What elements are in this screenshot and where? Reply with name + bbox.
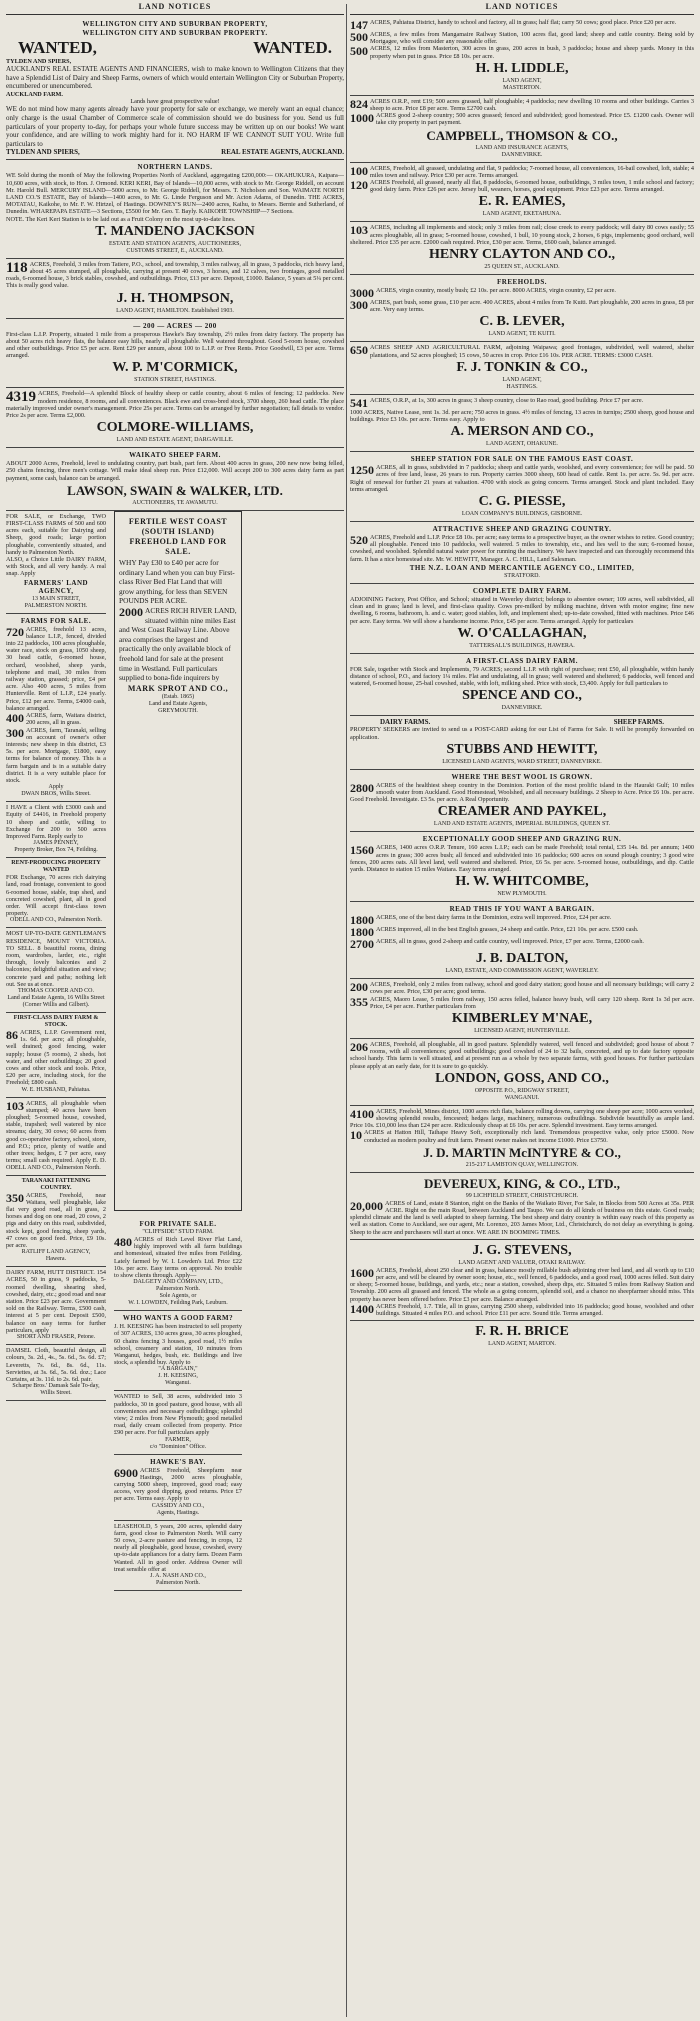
ad-acreage: 147 [350, 18, 368, 32]
ad-body: ACRES, 12 miles from Masterton, 300 acres in grass, 200 acres in bush, 3 paddocks; house and sheep yards. Money in this property when put in grass. Price £8 10s. per acre. [370, 45, 694, 60]
ad-address: LICENSED AGENT, HUNTERVILLE. [474, 1027, 570, 1034]
ad-body: ACRES, virgin country, mostly bush; £2 10s. per acre. 8000 ACRES, virgin country, £2 per acre. [376, 287, 616, 295]
ad-acreage: 1250 [350, 463, 374, 478]
ad-acreage: 103 [350, 223, 368, 238]
ad-acreage: 541 [350, 395, 368, 410]
ad-body: I HAVE a Client with £3000 cash and Equity of £4416, in Freehold property 10 sheep and cattle, willing to Exchange for 200 to 500 acres Improved Farm. Reply early to [6, 804, 106, 840]
ad-tylden-spiers [6, 17, 344, 160]
ad-headline: ATTRACTIVE SHEEP AND GRAZING COUNTRY. [432, 525, 612, 534]
ad-acreage: 355 [350, 994, 368, 1009]
ad-body: PROPERTY SEEKERS are invited to send us a POST-CARD asking for our List of Farms for Sale. It will be promptly forwarded on application. [350, 726, 694, 741]
ad-acreage: 1800 [350, 913, 374, 928]
ad-firm: RATLIFF LAND AGENCY, [21, 1249, 91, 1256]
ad-body: WE Sold during the month of May the following Properties North of Auckland, aggregating £200,000:— OKAHUKURA, Kaipara—10,600 acres, with stock, to Hon. J. Ormond. KERI KERI, Bay of Islands—10,000 acres, with stock to Mr. George Riddell, on account Mr. Harold Bull. MERCURY ISLAND—5000 acres, to Mr. George Riddell, for Messrs. T. Nicholson and Son. WAIMATE NORTH LAND CO.'S ESTATE, Bay of Islands—1400 acres, to Mr. G. Linde Ferguson and Mr. Acton Adams, of Dunedin. THE ACRES, MOTATAU, Kaikohe, to Mr. F. W. Hirtzel, of Hastings. DOWNEY'S RUN—2400 acres, Kaihu, to Messrs. Bernie and Sutherland, of Dunedin. WHAREPAPA ESTATE—3 Sections, £5500 for Mr. Geo. T. Bayly. KAIKOHE TOWNSHIP—7 Sections. [6, 172, 344, 216]
ad-firm: W. O'CALLAGHAN, [457, 625, 587, 641]
ad-campbell-thomson [350, 96, 694, 163]
ad-address: HASTINGS. [506, 383, 538, 390]
ad-address: LAND AND ESTATE AGENT, DARGAVILLE. [116, 437, 234, 444]
ad-body: DAMSEL Cloth, beautiful design, all colours, 3s. 2d., 4s., 5s. 6d., 5s. 6d. £7; Leveretts, 7s. 6d., 8s. 6d., 11s. Serviettes, at 3s. 6d., 5s. 6d. doz.; Lace Curtains, at 3s. 11d. to 2s. 6d. pair. [6, 1347, 106, 1383]
ad-lever [350, 275, 694, 342]
ad-address: REAL ESTATE AGENTS, AUCKLAND. [221, 148, 344, 157]
ad-kimberley-mnae [350, 979, 694, 1039]
ad-acreage: 720 [6, 624, 24, 639]
ad-body: ACRES, Freehold, only 2 miles from railway, school and good dairy station; good house and all necessary buildings; will carry 2 cows per acre. Price, £30 per acre; good terms. [370, 981, 694, 996]
ad-address: LAND, ESTATE, AND COMMISSION AGENT, WAVERLEY. [445, 968, 599, 975]
ad-address: Palmerston North. [156, 1580, 200, 1587]
ad-acreage: 350 [6, 1190, 24, 1205]
ad-acreage: 1000 [350, 111, 374, 126]
ad-address: LAND AGENT, [502, 376, 542, 383]
ad-address: DANNEVIRKE. [501, 151, 543, 158]
ad-body: ACRES Freehold, Sheepfarm near Hastings, 2000 acres ploughable, carrying 5000 sheep, improved, good road; easy access, very good dipping, good returns. Price £7 per acre. Terms easy. Apply to [114, 1466, 242, 1503]
left-narrow-column [6, 511, 106, 1401]
ad-address: Land and Estate Agents, 16 Willis Street (Corner Willis and Gilbert). [7, 994, 105, 1008]
ad-ratliff [6, 1176, 106, 1268]
ad-firm: STUBBS AND HEWITT, [446, 741, 598, 757]
ad-acreage: 20,000 [350, 1198, 383, 1213]
ad-address: Land and Estate Agents, [148, 700, 208, 707]
ad-body: ACRES, Pahiatua District, handy to school and factory, all in grass; half flat; carry 50 cows; good place. Price £20 per acre. [370, 19, 677, 26]
ad-firm: THE N.Z. LOAN AND MERCANTILE AGENCY CO., LIMITED, [409, 563, 635, 572]
ad-body: Apply [48, 784, 64, 791]
ad-firm: JAMES PENNEY, [33, 840, 79, 847]
ad-body: ACRES, farm, Waitara district, 200 acres, all in grass. [26, 712, 106, 727]
ad-body: ACRES, L.I.P. Government rent, 1s. 6d. per acre; all ploughable, well drained; good fencing, water supply; house (5 rooms), 2 sheds, hot water, and other outbuildings; 20 good cows and other stock and tools. Price, £20 per acre, including stock, for the Freehold; £800 cash. [6, 1028, 106, 1087]
ad-acreage: 480 [114, 1235, 132, 1249]
ad-firm: MARK SPROT AND CO., [127, 683, 229, 693]
ad-stevens [350, 1240, 694, 1321]
ad-acreage: 1400 [350, 1301, 374, 1316]
ad-acreage: 650 [350, 343, 368, 358]
ad-headline: DAIRY FARMS. [380, 718, 431, 727]
ad-firm: E. R. EAMES, [478, 194, 566, 210]
ad-body: ACRES RICH RIVER LAND, situated within nine miles East and West Coast Railway Line. Above area comprises the largest and practically the only available block of freehold land for sale at the present time in Westland. Full particulars supplied to bona-fide inquirers by [119, 605, 237, 683]
ad-acreage: 520 [350, 533, 368, 548]
ad-firm: "A BARGAIN," [158, 1366, 198, 1373]
ad-address: 99 LICHFIELD STREET, CHRISTCHURCH. [465, 1192, 579, 1199]
ad-firm: FARMERS' LAND AGENCY, [23, 578, 89, 595]
ad-body: FOR Sale, together with Stock and Implements, 79 ACRES; second L.I.P. with right of purchase; rent £50, all ploughable, within handy distance of school, P.O., and factory 1¼ miles. Flat and undulating, all in grass; well watered and sheltered; 6 paddocks, well fenced and watered, 6-roomed house, 25-bail cowshed, stable, with loft, milking shed. Price with stock, £3,400. Apply for full particulars to [350, 665, 694, 688]
ad-body: MOST UP-TO-DATE GENTLEMAN'S RESIDENCE, MOUNT VICTORIA. TO SELL. 8 beautiful rooms, dining room, wardrobes, larder, etc., right through, lovely balconies and 2 balconies; delightful situation and view; concrete yard and paths; nothing left out. See us at once. [6, 930, 106, 988]
ad-body: ACRES, Freehold, about 250 clear and in grass, balance mostly millable bush adjoining river bed land, and all worth up to £10 per acre, and will be cleared by owner soon; house, etc., well fenced, 6 paddocks, and a good road, 1000 acres felled. Suit dairy or sheep; 5-roomed house, buildings, and yards, etc.; near a station, cowshed, sheep dips, etc. Situated 5 miles from Railway Station and Township. 200 acres all grassed and fenced. The whole as a going concern, splendid soil, and a chance no sheepfarmer should miss. This property has never been offered before. Price £3 per acre. Balance arranged. [350, 1266, 694, 1303]
ad-address: AUCTIONEERS, TE AWAMUTU. [132, 499, 218, 506]
ad-acreage: 500 [350, 44, 368, 59]
ad-acreage: 100 [350, 163, 368, 178]
ad-body: FOR Exchange, 70 acres rich dairying land, road frontage, convenient to good 6-roomed house, stable, trap shed, and concreted cowshed, plant, all in good order. Will accept first-class town property. [6, 874, 106, 918]
ad-address: NEW PLYMOUTH. [497, 891, 547, 898]
ad-body: DAIRY FARM, HUTT DISTRICT. 154 ACRES, 50 in grass, 9 paddocks, 5-roomed dwelling, shearing shed, cowshed, dairy, etc.; good road and near station. Price £23 per acre. Government sold on the Railway. Terms, £500 cash, interest at 5 per cent. Deposit £500, balance on easy terms for further particulars, apply [6, 1269, 106, 1334]
ad-acreage: 6900 [114, 1465, 138, 1480]
ad-firm: LAWSON, SWAIN & WALKER, LTD. [67, 482, 283, 498]
ad-body: ACRES, Maoro Lease, 5 miles from railway, 150 acres felled, balance heavy bush, will carry 120 sheep. Rent 1s 3d per acre. Price, £4 per acre. Further particulars from [370, 995, 694, 1010]
ad-firm: ODELL AND CO., Palmerston North. [10, 917, 102, 924]
ad-headline: A FIRST-CLASS DAIRY FARM. [466, 656, 578, 665]
ad-body: ACRES good 2-sheep country; 500 acres grassed; fenced and subdivided; good homestead. Price £5. £1200 cash. Owner will take city property in part payment. [376, 112, 694, 127]
ad-address: LAND AGENT, TE KUITI. [488, 331, 556, 338]
ad-address: Hawera. [45, 1256, 67, 1263]
ad-brice [350, 1321, 694, 1351]
ad-acreage: 3000 [350, 286, 374, 301]
ad-short-fraser [6, 1267, 106, 1345]
ad-firm: W. E. HUSBAND, Pahiatua. [21, 1086, 91, 1093]
ad-body: ACRES of Rich Level River Flat Land, highly improved with all farm buildings and homestead, situated five miles from Feilding. Lately farmed by W. I. Lowden's Ltd. Price £22 10s. per acre. Easy terms on approval. No trouble to show clients through. Apply— [114, 1236, 242, 1280]
ad-address: DANNEVIRKE. [501, 705, 543, 712]
ad-firm: H. H. LIDDLE, [475, 60, 569, 76]
ad-kicker: WELLINGTON CITY AND SUBURBAN PROPERTY. [82, 29, 268, 37]
ad-dwan-bros [6, 614, 106, 802]
ad-headline: HAWKE'S BAY. [150, 1457, 206, 1466]
ad-headline: RENT-PRODUCING PROPERTY WANTED [11, 860, 101, 874]
ad-body: 1000 ACRES, Native Lease, rent 1s. 3d. per acre; 750 acres in grass. 4½ miles of fencing, 13 acres in turnips; 2500 sheep, good house and buildings. Price £3 10s. per acre. Terms easy. Apply to [350, 408, 694, 424]
ad-address: LOAN COMPANY'S BUILDINGS, GISBORNE. [461, 511, 583, 518]
ad-body: ACRES Freehold, 1.7. Title, all in grass, carrying 2500 sheep, subdivided into 16 paddocks; good house, woolshed and other buildings. Situated 4 miles P.O. and school. Price £11 per acre. Sound title. Terms arranged. [376, 1302, 694, 1318]
ad-address: W. I. LOWDEN, Feilding Park, Leuburn. [128, 1300, 228, 1307]
ad-acreage: 1600 [350, 1265, 374, 1280]
ad-piesse [350, 452, 694, 522]
ad-address: STRATFORD. [504, 572, 540, 579]
left-middle-column [114, 1217, 242, 1591]
ad-address: TATTERSALL'S BUILDINGS, HAWERA. [469, 642, 575, 649]
ad-acreage: 118 [6, 259, 28, 276]
ad-firm: F. R. H. BRICE [475, 1324, 569, 1340]
ad-odell [6, 858, 106, 928]
ad-london-goss [350, 1039, 694, 1106]
ad-mccormick [6, 319, 344, 389]
ad-firm: HENRY CLAYTON AND CO., [428, 247, 616, 263]
ad-address: WANGANUI. [504, 1094, 540, 1101]
ad-body: ACRES, all in grass, subdivided in 7 paddocks; sheep and cattle yards, woolshed, and every convenience; fee will be paid. 50 acres of free land, lease, 26 years to run. Property carries 3000 sheep, 600 head of cattle. Rent 1s. per acre. 5s. 9d. per acre. Right of renewal for further 21 years at valuation. 4700 with stock as going concern. Terms arranged. Stock and plant included. Easy terms arranged. [350, 464, 694, 493]
ad-subhead: "CLIFFSIDE" STUD FARM. [142, 1229, 214, 1235]
ad-headline: FOR PRIVATE SALE. [139, 1220, 217, 1228]
ad-address: 13 MAIN STREET, [31, 595, 81, 602]
ad-lawson-swain-walker [6, 448, 344, 511]
ad-spence [350, 654, 694, 717]
ad-body: ACRES, Freehold—A splendid Block of healthy sheep or cattle country, about 6 miles of fencing; 12 paddocks. New modern residence, 8 rooms, and all conveniences. Black ewe and cross-bred stock, 3700 sheep, 260 head cattle. The place materially improved under owner's management. Price 25s per acre. Terms can be arranged by further negotiation; fall details to vendor. Price 2s per acre. Terms £2,000. [6, 390, 344, 420]
ad-nash [114, 1521, 242, 1591]
ad-acreage: 200 [350, 980, 368, 995]
ad-henry-clayton [350, 222, 694, 275]
ad-liddle [350, 17, 694, 96]
ad-headline: FREEHOLDS. [497, 278, 547, 287]
ad-body: J. H. KEESING has been instructed to sell property of 307 ACRES, 130 acres grass, 30 acres ploughed, 60 chains fencing 3 houses, good road, 1½ miles school, creamery and station, 10 minutes from Wanganui, hedges, bush, etc. Buildings and live stock, a splendid buy. Apply to [114, 1323, 242, 1367]
ad-nz-loan [350, 522, 694, 584]
ad-firm: SPENCE AND CO., [462, 688, 582, 704]
ad-cassidy [114, 1455, 242, 1521]
ad-firm: T. MANDENO JACKSON [95, 223, 255, 239]
ad-acreage: 1560 [350, 843, 374, 858]
ad-firm: J. B. DALTON, [475, 951, 569, 967]
ad-whitcombe [350, 832, 694, 902]
ad-firm: A. MERSON AND CO., [450, 424, 594, 440]
ad-headline: WANTED, [18, 38, 97, 57]
ad-body: FOR SALE, or Exchange, TWO FIRST-CLASS FARMS of 500 and 600 acres each, suitable for Dairying and Sheep, good roads; large portion ploughable, conveniently situated, and handy to Palmerston North. [6, 512, 106, 556]
ad-address: LAND AND INSURANCE AGENTS, [475, 144, 569, 151]
ad-thompson [6, 259, 344, 319]
ad-james-penney [6, 802, 106, 858]
ad-acreage: 10 [350, 1128, 362, 1143]
ad-acreage: 206 [350, 1039, 368, 1054]
ad-body: ACRES, O.R.P., at 1s, 300 acres in grass; 3 sheep country, close to Rao road, good building. Price £7 per acre. [370, 396, 644, 404]
ad-address: LAND AGENT, MARTON. [488, 1341, 556, 1348]
ad-creamer-paykel [350, 770, 694, 833]
ad-damask [6, 1345, 106, 1401]
ad-body: ABOUT 2000 Acres, Freehold, level to undulating country, part bush, part fern. About 400 acres in grass, 200 new now being felled, 250 chains fencing, three men's cottage. Will make ideal sheep run. Price £12,000. Will accept 200 to 300 acres dairy farm as part payment, some cash, balance can be arranged. [6, 460, 344, 482]
ad-acreage: 4100 [350, 1106, 374, 1121]
ad-acreage: 300 [350, 298, 368, 313]
ad-acreage: 400 [6, 711, 24, 726]
ad-stubbs-hewitt [350, 716, 694, 769]
ad-address: GREYMOUTH. [158, 707, 198, 714]
ad-colmore-williams [6, 388, 344, 448]
ad-firm: TYLDEN AND SPIERS, [6, 148, 80, 157]
ad-cliffside [114, 1217, 242, 1311]
ad-acreage: 2800 [350, 780, 374, 795]
ad-body: AUCKLAND'S REAL ESTATE AGENTS AND FINANCIERS, wish to make known to Wellington Citizens that they have a Splendid List of Dairy and Sheep Farms, owners of which would entertain Wellington City or Suburban Property, encumbered or unencumbered. [6, 65, 344, 91]
ad-firm: Scharpe Bros.' Damask Sale To-day, Willis Street. [12, 1383, 100, 1397]
ad-firm: DEVEREUX, KING, & CO., LTD., [424, 1175, 620, 1191]
ad-headline: READ THIS IF YOU WANT A BARGAIN. [449, 905, 595, 914]
ad-address: LAND AGENT, [502, 77, 542, 84]
ad-address: 215-217 LAMBTON QUAY, WELLINGTON. [465, 1161, 579, 1168]
ad-body: ACRES of Land, estate 8 Stanton, right on the Banks of the Waikato River, For Sale, in Blocks from 500 Acres at 35s. PER ACRE. Right on the main Road, between Auckland and Taupo. We can do all kinds of business on this estate. Good roads; splendid climate and the land is well adapted to sheep farming. The best sheep and dairy country is within easy reach of this property as well as station. Come to Auckland, see our agent, Mr. Lorenzo, 203 James Moor, Ltd., Christchurch, do not delay as everything is going. Sheep to the acre and purchasers will start at once. WE ARE IN BOOMING TIMES. [350, 1199, 694, 1236]
ad-martin-mcintyre [350, 1106, 694, 1173]
ad-address: Wanganui. [165, 1380, 191, 1387]
ad-headline: NORTHERN LANDS. [137, 163, 213, 172]
ad-firm: J. H. KEESING, [158, 1373, 198, 1380]
ad-body: ACRES, part bush, some grass, £10 per acre. 400 ACRES, about 4 miles from Te Kuiti. Part ploughable, 200 acres in grass, £8 per acre. Very easy terms. [370, 299, 694, 314]
ad-acreage: 2000 [119, 604, 143, 619]
ad-body: ACRES, Freehold, 3 miles from Tatiere, P.O., school, and township, 3 miles railway, all in grass, 3 paddocks, rich heavy land, about 45 acres stumped, all ploughable, carrying at present 40 cows, 3 horses, and 12 calves, two frontages, good metalled roads, 6-roomed house, 3 brick stables, cowshed, and outbuildings. Price, £13 per acre. Deposit, £1000. Balance, 5 years at 5¼ per cent. This is really good value. [6, 260, 344, 290]
ad-firm: THOMAS COOPER AND CO. [17, 987, 94, 994]
ad-headline: FERTILE WEST COAST (SOUTH ISLAND) FREEHOLD LAND FOR SALE. [128, 517, 228, 556]
ad-ocallaghan [350, 584, 694, 654]
ad-address: STATION STREET, HASTINGS. [134, 377, 216, 384]
ad-headline: WAIKATO SHEEP FARM. [129, 451, 221, 460]
ad-address: LAND AGENT AND VALUER, OTAKI RAILWAY. [458, 1259, 586, 1266]
ad-acreage: 300 [6, 725, 24, 740]
ad-firm: TYLDEN AND SPIERS, [6, 58, 72, 65]
ad-body: ACRES, a few miles from Mangamaire Railway Station, 100 acres flat, good land; sheep and cattle country. Being sold by Mortgagee, who will consider any reasonable offer. [370, 31, 694, 46]
ad-firm: J. H. THOMPSON, [116, 290, 234, 306]
ad-body: WHY Pay £30 to £40 per acre for ordinary Land when you can buy First-class River Bed Flat Land that will grow anything, for less than SEVEN POUNDS PER ACRE. [119, 558, 235, 606]
ad-firm: DWAN BROS, Willis Street. [21, 791, 91, 798]
column-divider [346, 4, 347, 2017]
ad-firm: C. G. PIESSE, [478, 494, 566, 510]
ad-thomas-cooper [6, 928, 106, 1013]
ad-firm: DALGETY AND COMPANY, LTD., [133, 1279, 223, 1286]
ad-body: ACRES, 1400 acres O.R.P. Tenure, 160 acres L.I.P.; each can be made Freehold; total rental, £35 14s. 8d. per annum; 1400 acres in grass; 300 acres bush; all fenced and subdivided into 16 paddocks; 600 acres on sound plough country; 3 good wire fences, 200 acres oats. All level land, well watered and sheltered. Price, £6 5s. per acre. 5-roomed house, outbuildings, and dip. Cattle yards. Distance to station 15 miles Waitara. Easy terms arranged. [350, 844, 694, 873]
ad-headline: FARMS FOR SALE. [20, 616, 92, 625]
ad-address: LICENSED LAND AGENTS, WARD STREET, DANNEVIRKE. [442, 758, 602, 765]
ad-address: ESTATE AND STATION AGENTS, AUCTIONEERS, [108, 240, 242, 247]
ad-acreage: 2700 [350, 937, 374, 952]
ad-acreage: 500 [350, 30, 368, 44]
ad-firm: H. W. WHITCOMBE, [455, 874, 589, 890]
ad-firm: W. P. M'CORMICK, [112, 360, 238, 376]
ad-dalton [350, 902, 694, 979]
ad-firm: J. D. MARTIN McINTYRE & CO., [423, 1144, 621, 1160]
left-column-header: LAND NOTICES [6, 0, 344, 15]
ad-mark-sprot-box [114, 511, 242, 1211]
ad-acreage: 4319 [6, 389, 36, 406]
ad-address: Palmerston North. [156, 1286, 200, 1293]
ad-headline: COMPLETE DAIRY FARM. [472, 586, 572, 595]
ad-body: ACRES, Freehold, all grassed, undulating and flat, 9 paddocks; 7-roomed house, all conveniences, 16-bail cowshed, loft, stable; 4 miles town and railway. Price £30 per acre. Terms arranged. [370, 164, 694, 179]
ad-acreage: 1800 [350, 925, 374, 940]
ad-body: ACRES at Hatton Hill, Taihape Heavy Soft, exceptionally rich land. Tremendous prospective value, only price £5000. Now conducted as modern poultry and fruit farm. Present owner makes net income £1000. Price £3750. [364, 1129, 694, 1144]
ad-firm: F. J. TONKIN & CO., [456, 359, 588, 375]
ad-odell-2 [6, 1098, 106, 1176]
ad-firm: CASSIDY AND CO., [151, 1502, 205, 1509]
ad-acreage: 120 [350, 178, 368, 193]
right-column [350, 0, 694, 2021]
ad-body: ACRES, Freehold, near Waitara, well ploughable, lake flat very good road, all in grass, 2 horses and dog on one road, 20 cows, 2 pigs and dairy on this road, subdivided, stock kept, good fencing, sheep yards, 47 cows on good feed. Price, £9 10s. per acre. [6, 1191, 106, 1250]
ad-address: CUSTOMS STREET, E., AUCKLAND. [126, 247, 224, 254]
ad-headline: WANTED. [253, 38, 332, 57]
ad-eames [350, 163, 694, 223]
ad-address: MASTERTON. [503, 84, 541, 91]
ad-husband [6, 1013, 106, 1098]
ad-acreage: 103 [6, 1098, 24, 1113]
ad-body: ACRES, farm, Taranaki, selling on account of owner's other interests; new sheep in this district, £3 5s. per acre. Mortgage, £1800, easy terms for balance of money. This is a farm bargain and is in a suitable dairy district. It is a very suitable place for stock. [6, 726, 106, 784]
ad-headline: SHEEP STATION FOR SALE ON THE FAMOUS EAST COAST. [410, 455, 634, 464]
ad-acreage: 86 [6, 1027, 18, 1042]
ad-headline: FIRST-CLASS DAIRY FARM & STOCK. [13, 1014, 99, 1028]
ad-address: LAND AGENT, HAMILTON. Established 1903. [116, 307, 234, 314]
ad-body: ACRES, Freehold, Mines district, 1000 acres rich flats, balance rolling downs, carrying one sheep per acre; 1000 acres worked, showing splendid results, fencesred; hedges large, machinery, numerous outbuildings. Subdivide beautifully as ample land. Price 10s. £10,000 less than £24 per acre. Ridiculously cheap at £6 10s. per acre. Splendid investment. Easy terms arranged. [350, 1107, 694, 1130]
ad-body: First-class L.I.P. Property, situated 1 mile from a prosperous Hawke's Bay township, 2½ miles from dairy factory. The property has about 50 acres rich heavy flats, the balance easy hills, nearly all ploughable. Well watered throughout. Good 5-room house, cowshed and other outbuildings. Price £5 per acre. Rent £29 per annum, about 100 to L.I.P. or Free Rents. Price Goodwill, £3 per acre. Terms arranged. [6, 330, 344, 360]
ad-body: ACRES of the healthiest sheep country in the Dominion. Portion of the most prolific island in the Hauraki Gulf; 10 miles smooth water from Auckland. Good Homestead, Woolshed, and all necessary buildings. 2 Sheep to Acre. Price £6 10s. per acre. Good Freehold. Investigate. £3 5s. per acre. A Real Opportunity. [350, 781, 694, 804]
ad-kicker: WELLINGTON CITY AND SUBURBAN PROPERTY, [82, 20, 268, 28]
ad-tonkin [350, 342, 694, 394]
ad-body: ACRES Freehold, all grassed, nearly all flat, 8 paddocks, 6-roomed house, outbuildings, 3 miles town, 1 mile school and factory; good dairy farm. Price £26 per acre. Jersey bull, weaners, horses, good equipment. Price £23 per acre. Terms arranged. [370, 179, 694, 194]
ad-firm: J. G. STEVENS, [472, 1242, 572, 1258]
ad-body: LEASEHOLD, 5 years, 200 acres, splendid dairy farm, good close to Palmerston North. Will carry 50 cows, 2-acre pasture and fencing, in crops, 12 nearly all ploughable, good house, cowshed, every up-to-date appliances for a dairy farm. Dozen Farm Wanted. All in good order. Address Owner will treat sensible offer at [114, 1522, 242, 1573]
ad-body: WANTED to Sell, 38 acres, subdivided into 3 paddocks, 30 in good pasture, good house, with all conveniences and necessary outbuildings; splendid view; 2 miles from New Plymouth; good metalled road, daily cream collected from property. Price £90 per acre. For full particulars apply [114, 1393, 242, 1437]
ad-body: ACRES, one of the best dairy farms in the Dominion, extra well improved. Price, £24 per acre. [376, 914, 612, 922]
ad-address: LAND AGENT, OHAKUNE. [486, 441, 558, 448]
ad-body: ACRES improved, all in the best English grasses, 24 sheep and cattle. Price, £21 10s. per acre. £500 cash. [376, 926, 639, 934]
ad-body: Lands have great prospective value! [130, 98, 220, 106]
ad-address: 25 QUEEN ST., AUCKLAND. [484, 264, 560, 271]
ad-firm: FARMER, [165, 1436, 191, 1443]
ad-address: Sole Agents, or [159, 1293, 197, 1300]
ad-headline: TARANAKI FATTENING COUNTRY. [21, 1177, 91, 1191]
ad-body: ACRES, Freehold and L.I.P. Price £8 10s. per acre; easy terms to a prospective buyer, as the owner wishes to retire. Good country; all ploughable. Fenced into 10 paddocks, well watered. 5 miles to township, etc., and lies well to the sun; 6-roomed house, cowshed, and woolshed. Splendid natural water power for running the machinery. We have inspected and can thoroughly recommend this farm. It has a nice homestead site. Mr. W. HEWITT, Manager. A. C. HILL, Land Salesman. [350, 534, 694, 563]
ad-body: ACRES O.R.P., rent £19; 500 acres grassed, half ploughable; 4 paddocks; new dwelling 10 rooms and other buildings. Carries 3 sheep to acre. Price £8 per acre. Terms £2700 cash. [370, 97, 694, 113]
ad-body: ACRES, all ploughable when stumped; 40 acres have been ploughed; 5-roomed house, cowshed, stable, trapshed; well watered by nice streams; dairy, 30 cows; 60 acres from good co-operative factory, school, store, and P.O.; price, plenty of wattle and other trees; hedges, £ 7 per acre, easy terms; small cash required. Apply E. D. ODELL AND CO., Palmerston North. [6, 1099, 106, 1172]
ad-firm: SHORT AND FRASER, Petone. [16, 1334, 96, 1341]
ad-firm: LONDON, GOSS, AND CO., [435, 1070, 609, 1086]
ad-devereux-king [350, 1173, 694, 1240]
ad-farmers-land-agency [6, 511, 106, 614]
ad-firm: CAMPBELL, THOMSON & CO., [426, 127, 618, 143]
ad-firm: KIMBERLEY M'NAE, [451, 1010, 593, 1026]
ad-body: ACRES, Freehold, all ploughable, all in good pasture. Splendidly watered, well fenced and subdivided; good house of about 7 rooms, with all conveniences; good outbuildings; good cowshed of 24 to 32 bails, concreted, and up to date factory opposite school handy. This farm is well situated, and at present run as a whole by two separate farms, with good houses. For further particulars please apply at an early date, for it is sure to go quickly. [350, 1040, 694, 1070]
ad-body: ADJOINING Factory, Post Office, and School; situated in Waverley district; belongs to absentee owner; 109 acres, well subdivided, all clean and in grass; land is level, and first-class quality. Cows pre-milked by milking machine, driven with motor engine; fine new dwelling, 6 rooms, bathroom, h. and c. water; good stables, loft, and implement shed; up-to-date cowshed, fitted with machines. Price £46 per acre. Easy terms. We will show a handsome income. Price, £45 per acre. Terms arranged. Apply for particulars [350, 595, 694, 625]
ad-acreage: 824 [350, 96, 368, 111]
ad-subhead: AUCKLAND FARM. [6, 90, 63, 98]
ad-firm: COLMORE-WILLIAMS, [96, 420, 254, 436]
ad-body: ACRES, all in grass, good 2-sheep and cattle country, well improved. Price, £7 per acre. Terms, £2000 cash. [376, 938, 644, 946]
ad-merson [350, 395, 694, 452]
ad-headline: WHO WANTS A GOOD FARM? [122, 1314, 234, 1323]
ad-farmer-dominion [114, 1391, 242, 1454]
ad-headline: — 200 — ACRES — 200 [133, 321, 217, 330]
ad-firm: J. A. NASH AND CO., [150, 1573, 206, 1580]
ad-headline: SHEEP FARMS. [613, 718, 664, 727]
ad-firm: CREAMER AND PAYKEL, [437, 804, 607, 820]
ad-address: OPPOSITE P.O., RIDGWAY STREET, [474, 1087, 570, 1094]
ad-body: ACRES SHEEP AND AGRICULTURAL FARM, adjoining Waipawa; good frontages, subdivided, well watered, shelter plantations, and 52 acres ploughed; 15 cows, 50 acres in crop. Price £16 10s. PER ACRE. TERMS: £3000 CASH. [370, 344, 694, 359]
ad-address: c/o "Dominion" Office. [149, 1443, 207, 1450]
ad-northern-lands [6, 160, 344, 258]
ad-note: NOTE. The Keri Keri Station is to be laid out as a Fruit Colony on the most up-to-date lines. [6, 215, 236, 223]
ad-firm: C. B. LEVER, [479, 314, 565, 330]
ad-body: ACRES, freehold 13 acres, balance L.I.P., fenced, divided into 22 paddocks, 100 acres ploughable, water race, stock on grass, 1050 sheep, 30 head cattle, 6-roomed house, orchard, woolshed, sheep yards, telephone and mail, 30 miles from railway station, grassed; price, £4 per acre. Also 400 acres, 5 miles from Hunterville. Rent of L.I.P., £24 yearly. Price, £12 per acre. Terms, £4000 cash, balance arranged. [6, 625, 106, 712]
ad-address: (Estab. 1865) [161, 693, 195, 700]
ad-address: Property Broker, Box 74, Feilding. [14, 847, 98, 854]
ad-body: ACRES, including all implements and stock; only 3 miles from rail; close creek to every paddock; will dairy 80 cows easily; 55 acres ploughable, all in grass; 5-roomed house, cowshed, 1 bull, 10 young stock, 2 horses, 6 pigs, implements; good orchard, well sheltered. Price £35 per acre. £2000 cash required. Price, £30 per acre. Terms, £600 cash, balance arranged. [350, 224, 694, 246]
ad-body: WE do not mind how many agents already have your property for sale or exchange, we merely want an equal chance; only charge is the usual Chamber of Commerce scale of commission should we do business for you. Send us full particulars of your property to-day, for perhaps your whole future success may be written up on our books! We want your confidence, and are willing to work mighty hard for it. NO HARM IF WE CANNOT SUIT YOU. Write full particulars to [6, 105, 344, 148]
right-column-header: LAND NOTICES [350, 0, 694, 15]
ad-headline: WHERE THE BEST WOOL IS GROWN. [451, 772, 593, 781]
ad-headline: EXCEPTIONALLY GOOD SHEEP AND GRAZING RUN. [422, 835, 622, 844]
left-column [6, 0, 344, 2021]
ad-keesing [114, 1311, 242, 1391]
ad-address: LAND AGENT, EKETAHUNA. [482, 211, 562, 218]
ad-body: ALSO, a Choice Little DAIRY FARM, with Stock, and all very handy. A real snap. Apply [6, 556, 106, 578]
ad-address: LAND AND ESTATE AGENTS, IMPERIAL BUILDINGS, QUEEN ST. [433, 821, 611, 828]
ad-address: PALMERSTON NORTH. [24, 602, 88, 609]
ad-address: Agents, Hastings. [156, 1509, 200, 1516]
